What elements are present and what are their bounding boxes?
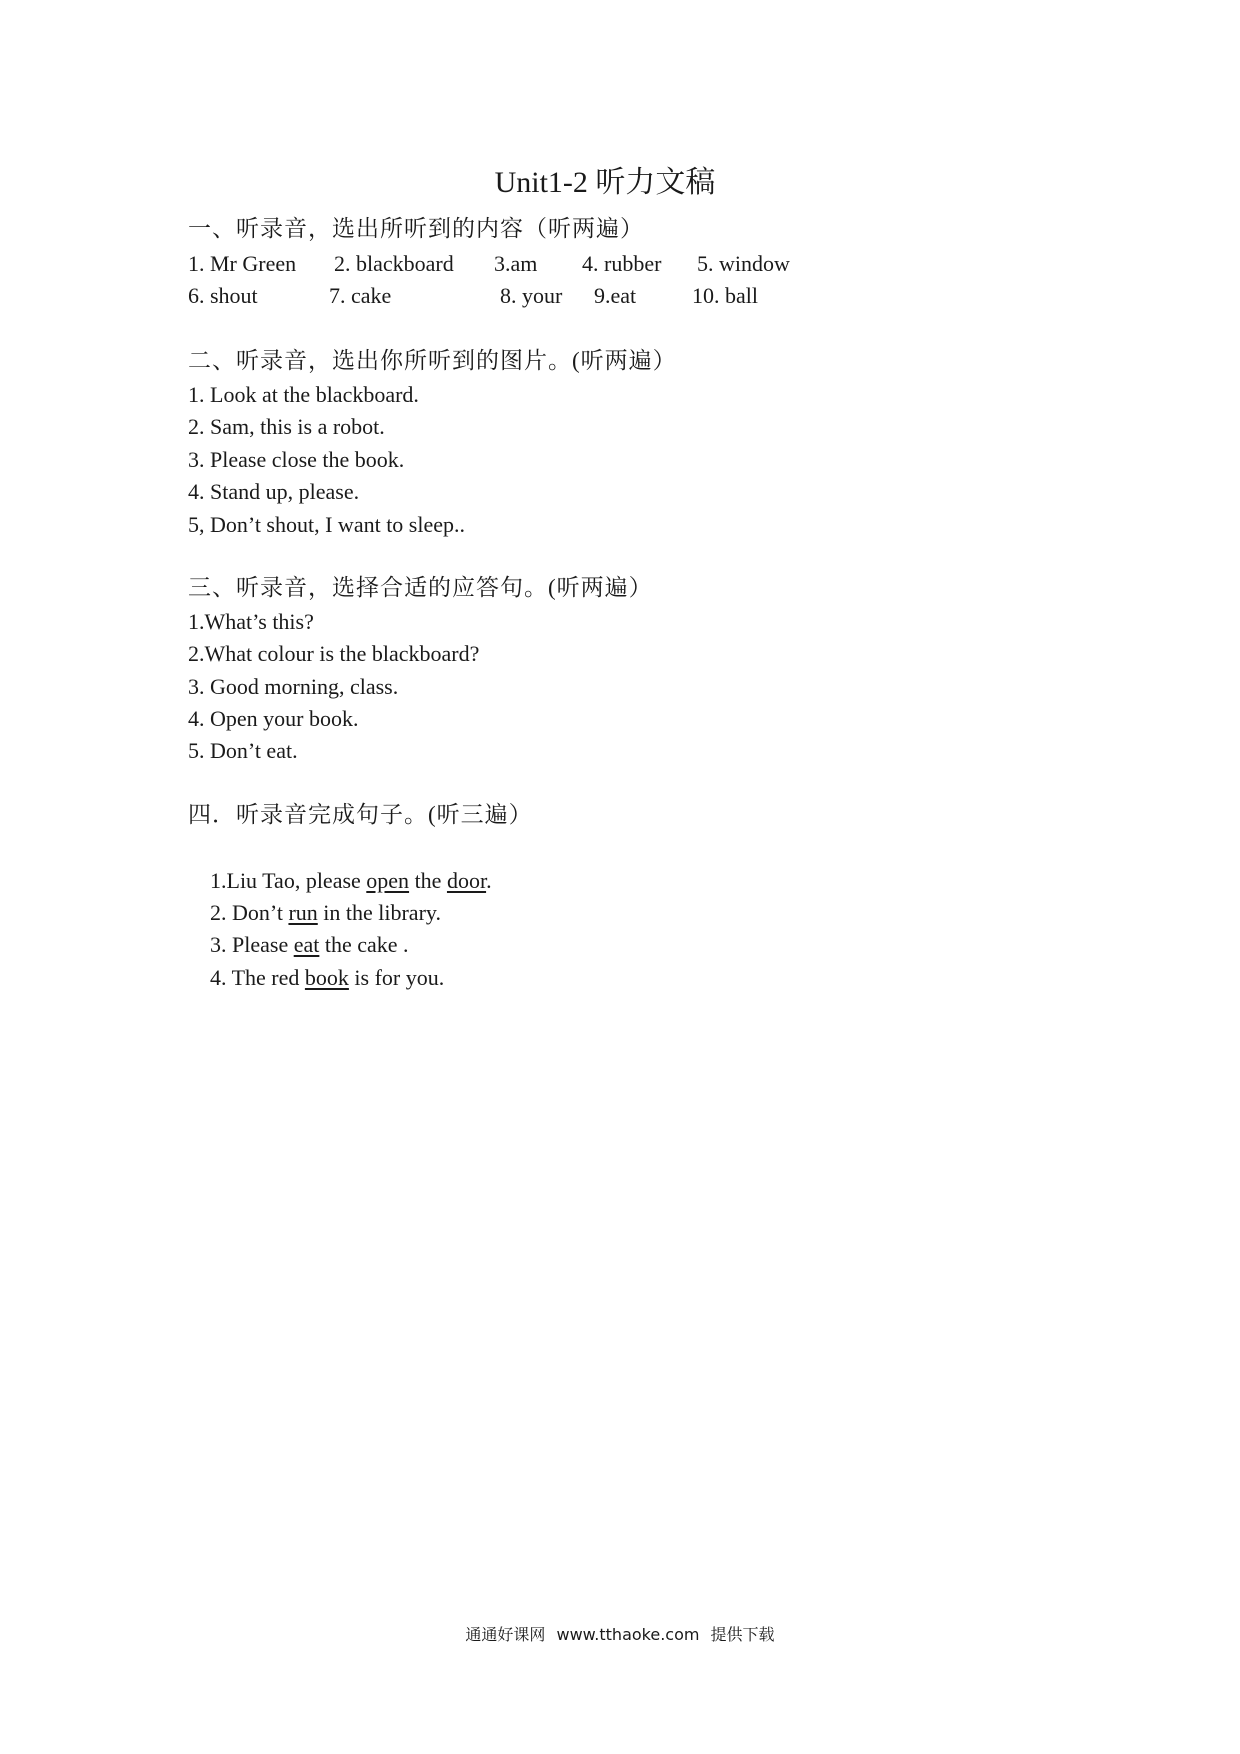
section2-item: 4. Stand up, please. bbox=[188, 479, 360, 504]
answer-word: run bbox=[288, 900, 318, 925]
document-title: Unit1-2 听力文稿 bbox=[494, 166, 716, 199]
section1-item: 10. ball bbox=[692, 283, 758, 308]
answer-word: book bbox=[304, 965, 349, 990]
section3-item: 4. Open your book. bbox=[188, 706, 359, 731]
sentence-text: 3. Please bbox=[210, 932, 294, 957]
section3-item: 1.What’s this? bbox=[188, 609, 314, 634]
section1-heading: 一、听录音，选出所听到的内容（听两遍） bbox=[188, 216, 644, 241]
section1-item: 8. your bbox=[500, 283, 563, 308]
section1-item: 7. cake bbox=[329, 283, 392, 308]
sentence-text: . bbox=[486, 868, 492, 893]
sentence-text: the cake . bbox=[319, 932, 409, 957]
section1-item: 4. rubber bbox=[582, 251, 662, 276]
section1-item: 9.eat bbox=[594, 283, 637, 308]
section2-item: 3. Please close the book. bbox=[188, 447, 405, 472]
section1-item: 5. window bbox=[697, 251, 790, 276]
sentence-text: is for you. bbox=[348, 965, 445, 990]
section3-item: 3. Good morning, class. bbox=[188, 674, 399, 699]
section1-item: 6. shout bbox=[188, 283, 258, 308]
section1-item: 2. blackboard bbox=[334, 251, 454, 276]
section2-item: 5, Don’t shout, I want to sleep.. bbox=[188, 512, 466, 537]
section2-item: 2. Sam, this is a robot. bbox=[188, 414, 385, 439]
section3-item: 2.What colour is the blackboard? bbox=[188, 641, 480, 666]
sentence-text: 2. Don’t bbox=[210, 900, 289, 925]
sentence-text: 4. The red bbox=[210, 965, 305, 990]
section4-heading: 四．听录音完成句子。(听三遍） bbox=[188, 802, 533, 827]
answer-word: eat bbox=[293, 932, 320, 957]
section3-item: 5. Don’t eat. bbox=[188, 738, 298, 763]
answer-word: open bbox=[366, 868, 410, 893]
answer-word: door bbox=[446, 868, 487, 893]
section1-item: 1. Mr Green bbox=[188, 251, 297, 276]
sentence-text: in the library. bbox=[317, 900, 441, 925]
sentence-text: the bbox=[409, 868, 447, 893]
section2-item: 1. Look at the blackboard. bbox=[188, 382, 419, 407]
sentence-text: 1.Liu Tao, please bbox=[210, 868, 367, 893]
section1-item: 3.am bbox=[494, 251, 538, 276]
section3-heading: 三、听录音，选择合适的应答句。(听两遍） bbox=[188, 575, 653, 600]
section4-item bbox=[188, 930, 444, 1026]
page-footer: 通通好课网 www.tthaoke.com 提供下载 bbox=[465, 1625, 775, 1644]
section2-heading: 二、听录音，选出你所听到的图片。(听两遍） bbox=[188, 348, 677, 373]
